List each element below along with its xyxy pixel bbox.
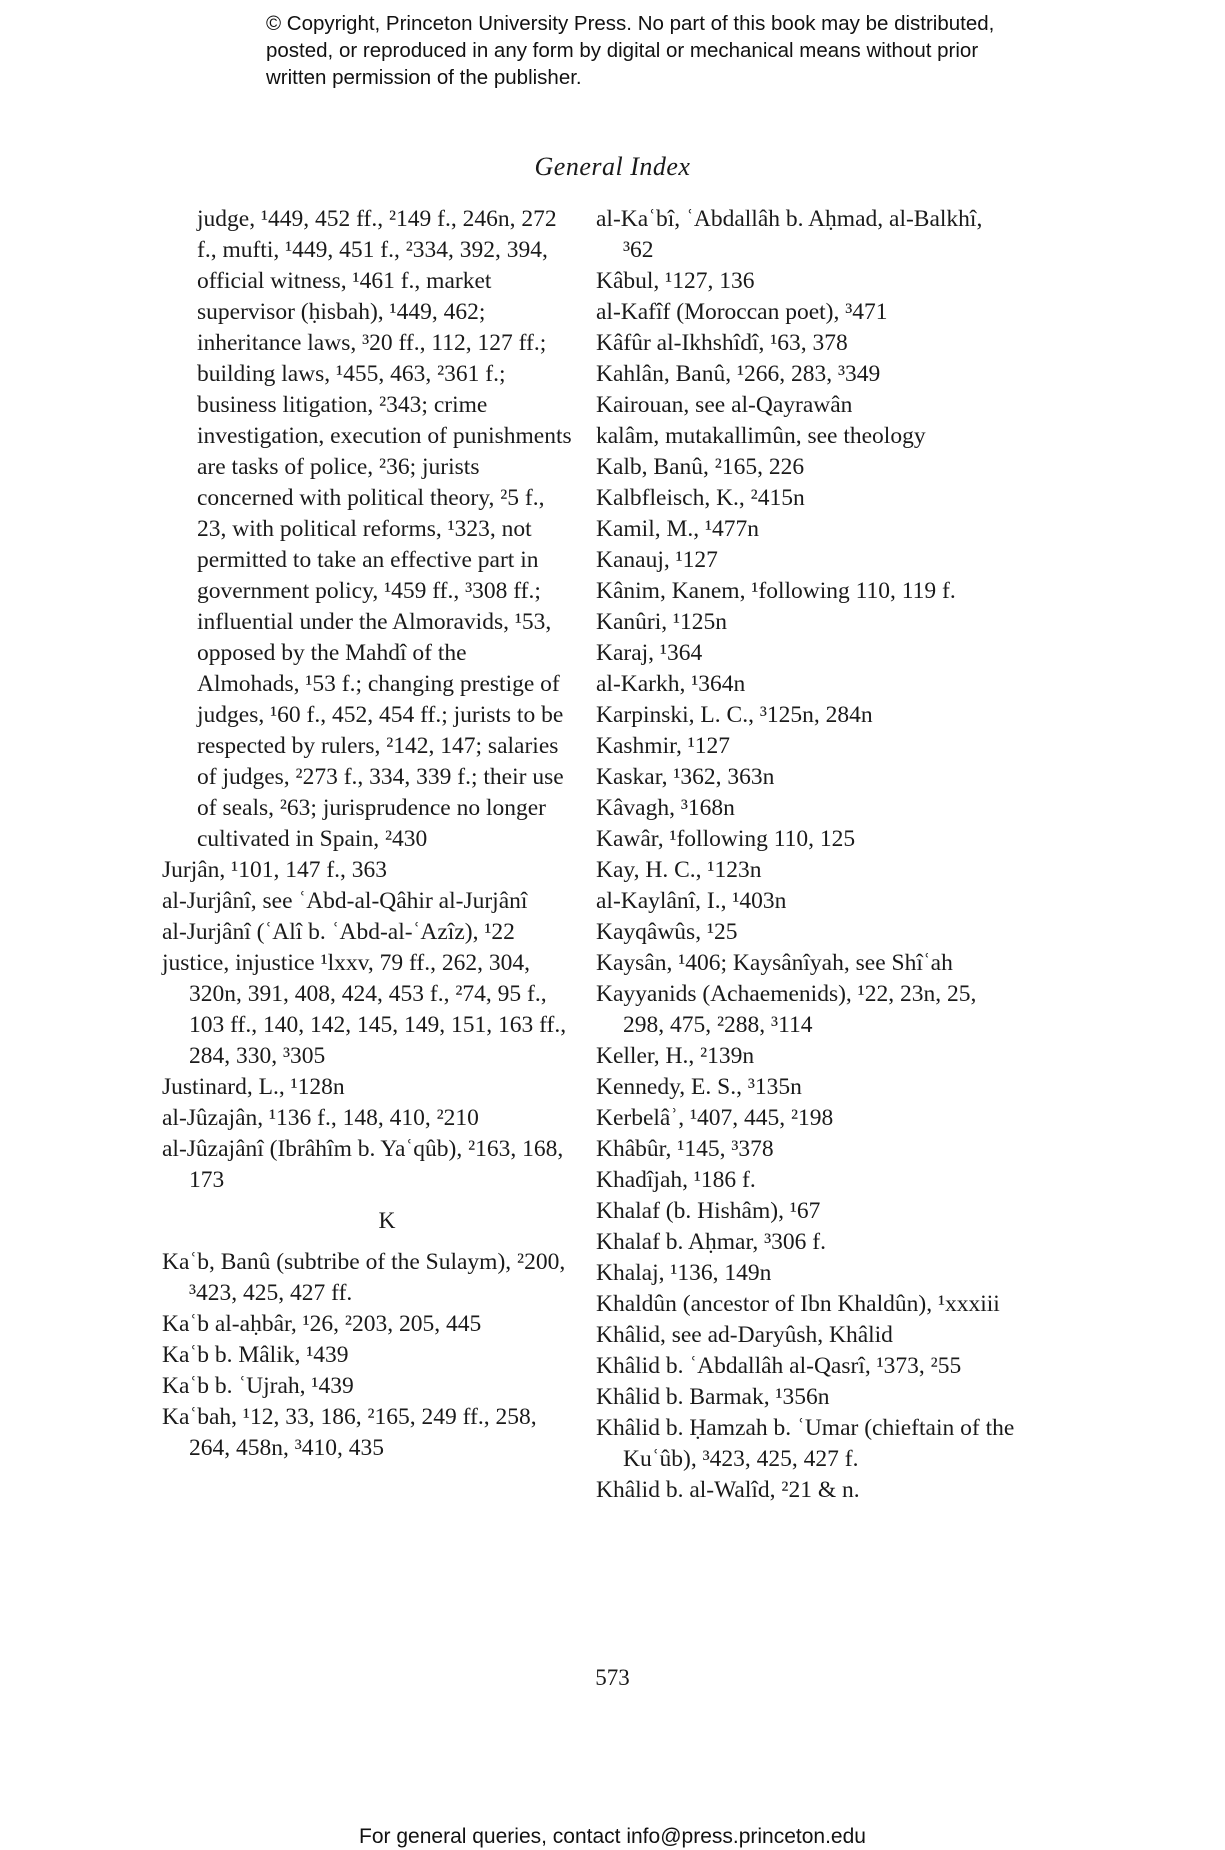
index-entry: Kanauj, ¹127 <box>596 547 718 573</box>
index-entry: kalâm, mutakallimûn, see theology <box>596 423 926 449</box>
index-entry: Kâfûr al-Ikhshîdî, ¹63, 378 <box>596 330 848 356</box>
index-entry: Khalaf (b. Hishâm), ¹67 <box>596 1198 821 1224</box>
index-entry: Kâvagh, ³168n <box>596 795 735 821</box>
index-entry: Kayyanids (Achaemenids), ¹22, 23n, 25, 298, 475, ²288, ³114 <box>596 981 977 1038</box>
index-entry: Kamil, M., ¹477n <box>596 516 760 542</box>
index-entry: al-Kaylânî, I., ¹403n <box>596 888 787 914</box>
running-head: General Index <box>534 152 691 181</box>
section-letter-k: K <box>378 1208 396 1234</box>
left-column <box>162 204 572 1464</box>
index-entry: Khâlid b. al-Walîd, ²21 & n. <box>596 1477 860 1503</box>
index-entry: Karpinski, L. C., ³125n, 284n <box>596 702 873 728</box>
index-entry: Kawâr, ¹following 110, 125 <box>596 826 856 852</box>
index-entry: Kerbelâʾ, ¹407, 445, ²198 <box>596 1105 834 1131</box>
index-entry: Kânim, Kanem, ¹following 110, 119 f. <box>596 578 956 604</box>
index-entry: Khadîjah, ¹186 f. <box>596 1167 756 1193</box>
index-entry: Kashmir, ¹127 <box>596 733 731 759</box>
index-entry: al-Jûzajân, ¹136 f., 148, 410, ²210 <box>162 1105 479 1131</box>
index-entry: Kanûri, ¹125n <box>596 609 728 635</box>
copyright-notice: © Copyright, Princeton University Press. No part of this book may be distributed, posted, or reproduced in any form by digital or mechanical means without prior written permission of the publisher. <box>266 12 995 89</box>
judge-entry-continuation: judge, ¹449, 452 ff., ²149 f., 246n, 272 f., mufti, ¹449, 451 f., ²334, 392, 394, official witness, ¹461 f., market supervisor (ḥisbah), ¹449, 462; inheritance laws, ³20 ff., 112, 127 ff.; building laws, ¹455, 463, ²361 f.; business litigation, ²343; crime investigation, execution of punishments are tasks of police, ²36; jurists concerned with political theory, ²5 f., 23, with political reforms, ¹323, not permitted to take an effective part in government policy, ¹459 ff., ³308 ff.; influential under the Almoravids, ¹53, opposed by the Mahdî of the Almohads, ¹53 f.; changing prestige of judges, ¹60 f., 452, 454 ff.; jurists to be respected by rulers, ²142, 147; salaries of judges, ²273 f., 334, 339 f.; their use of seals, ²63; jurisprudence no longer cultivated in Spain, ²430 <box>197 206 572 852</box>
index-entry: Kairouan, see al-Qayrawân <box>596 392 853 418</box>
index-entry: al-Kafîf (Moroccan poet), ³471 <box>596 299 888 325</box>
index-entry: Kâbul, ¹127, 136 <box>596 268 755 294</box>
index-entry: al-Kaʿbî, ʿAbdallâh b. Aḥmad, al-Balkhî, ³62 <box>596 206 983 263</box>
index-entry: Kalbfleisch, K., ²415n <box>596 485 805 511</box>
index-entry: Kahlân, Banû, ¹266, 283, ³349 <box>596 361 881 387</box>
index-entry: Kaʿb b. ʿUjrah, ¹439 <box>162 1373 354 1399</box>
footer-contact: For general queries, contact info@press.princeton.edu <box>359 1825 866 1848</box>
index-entry: Khâlid, see ad-Daryûsh, Khâlid <box>596 1322 893 1348</box>
page-number: 573 <box>595 1665 630 1690</box>
index-entry: Kaʿb b. Mâlik, ¹439 <box>162 1342 349 1368</box>
index-entry: Khâlid b. ʿAbdallâh al-Qasrî, ¹373, ²55 <box>596 1353 962 1379</box>
index-entry: Khâbûr, ¹145, ³378 <box>596 1136 774 1162</box>
index-entry: Kaʿb, Banû (subtribe of the Sulaym), ²200, ³423, 425, 427 ff. <box>162 1249 566 1306</box>
index-entry: al-Jurjânî, see ʿAbd-al-Qâhir al-Jurjânî <box>162 888 528 914</box>
index-entry: Kaysân, ¹406; Kaysânîyah, see Shîʿah <box>596 950 953 976</box>
index-entry: Kaʿb al-aḥbâr, ¹26, ²203, 205, 445 <box>162 1311 482 1337</box>
index-entry: Keller, H., ²139n <box>596 1043 755 1069</box>
index-entry: justice, injustice ¹lxxv, 79 ff., 262, 304, 320n, 391, 408, 424, 453 f., ²74, 95 f., 103 ff., 140, 142, 145, 149, 151, 163 ff., 284, 330, ³305 <box>162 950 567 1069</box>
index-entry: Karaj, ¹364 <box>596 640 703 666</box>
index-entry: Kayqâwûs, ¹25 <box>596 919 738 945</box>
index-entry: Justinard, L., ¹128n <box>162 1074 345 1100</box>
index-entry: Kay, H. C., ¹123n <box>596 857 762 883</box>
index-entry: al-Jurjânî (ʿAlî b. ʿAbd-al-ʿAzîz), ¹22 <box>162 919 515 945</box>
index-entry: Khâlid b. Ḥamzah b. ʿUmar (chieftain of the Kuʿûb), ³423, 425, 427 f. <box>596 1415 1015 1472</box>
index-entry: Khalaf b. Aḥmar, ³306 f. <box>596 1229 826 1255</box>
index-entry: al-Jûzajânî (Ibrâhîm b. Yaʿqûb), ²163, 168, 173 <box>162 1136 564 1193</box>
index-entry: al-Karkh, ¹364n <box>596 671 746 697</box>
index-entry: Khâlid b. Barmak, ¹356n <box>596 1384 830 1410</box>
index-entry: Kennedy, E. S., ³135n <box>596 1074 802 1100</box>
index-entry: Kaskar, ¹362, 363n <box>596 764 775 790</box>
index-entry: Khaldûn (ancestor of Ibn Khaldûn), ¹xxxiii <box>596 1291 1000 1317</box>
index-entry: Kaʿbah, ¹12, 33, 186, ²165, 249 ff., 258, 264, 458n, ³410, 435 <box>162 1404 537 1461</box>
index-entry: Jurjân, ¹101, 147 f., 363 <box>162 857 388 883</box>
index-entry: Kalb, Banû, ²165, 226 <box>596 454 805 480</box>
index-entry: Khalaj, ¹136, 149n <box>596 1260 772 1286</box>
right-column <box>596 204 1016 1506</box>
